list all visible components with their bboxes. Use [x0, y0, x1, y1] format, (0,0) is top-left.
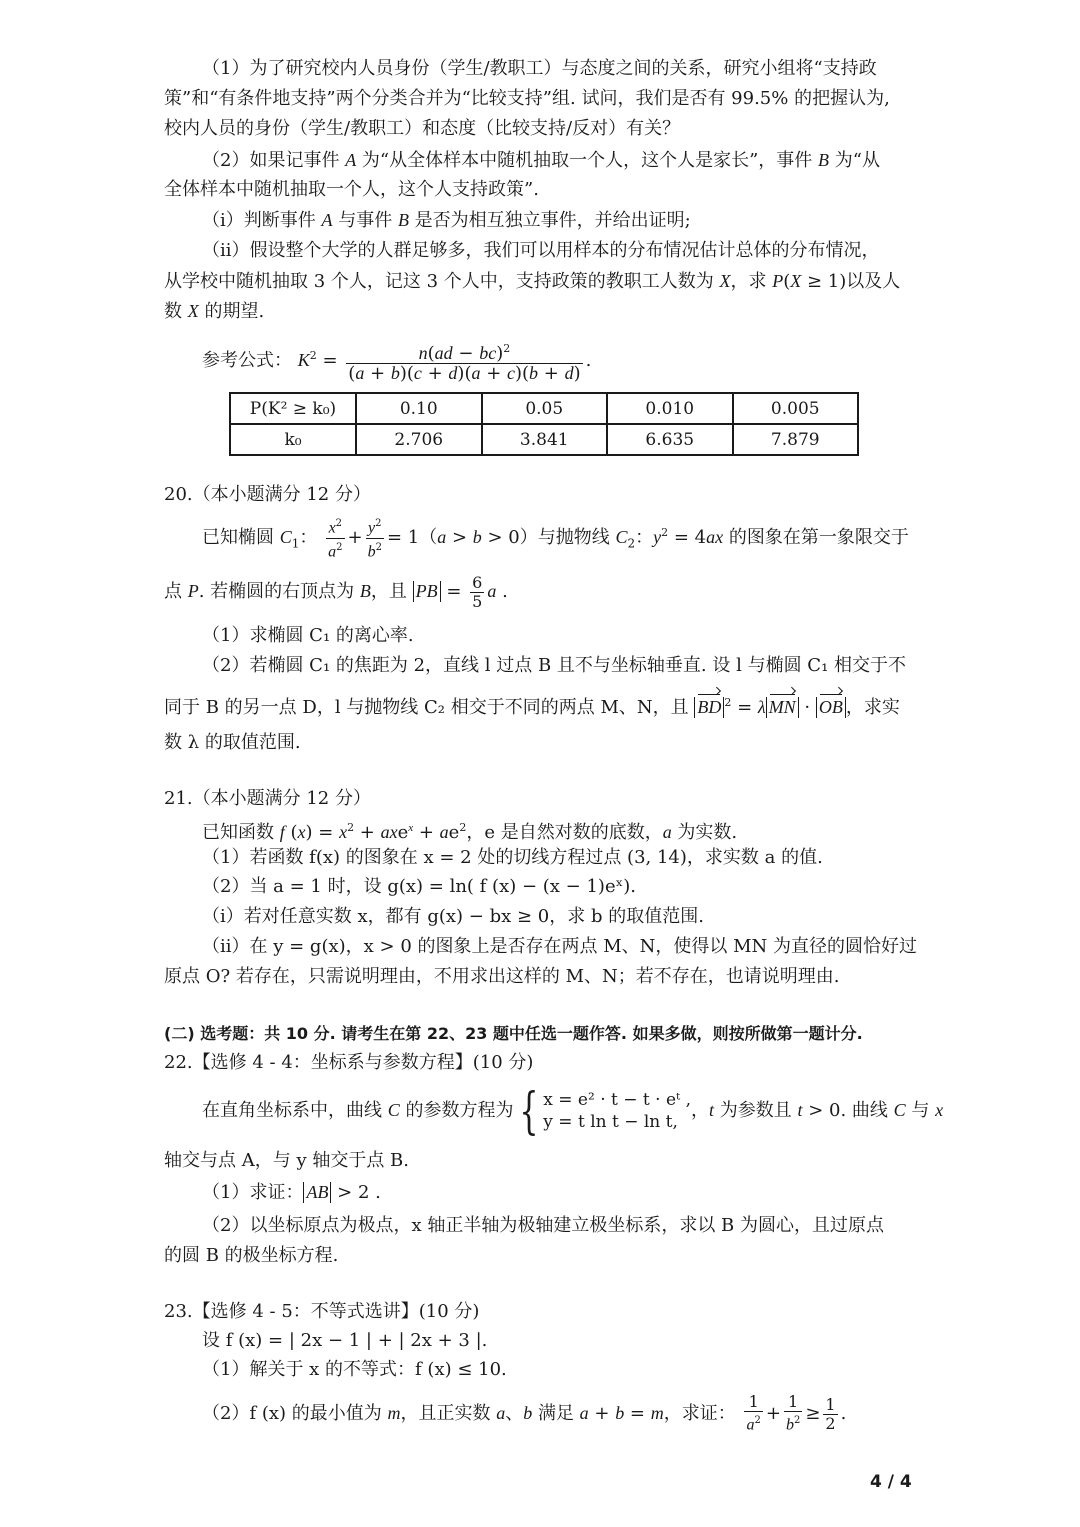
q20-line2: 点 P. 若椭圆的右顶点为 B，且 PB = $\frac{6}{5}$ a .: [164, 572, 508, 611]
reference-formula: 参考公式： $K^2$ = $\frac{n(ad - bc)^2}{(a + b)(c + d)(a + c)(b + d)}$ .: [202, 341, 592, 384]
q23-line1: 设 f (x) = | 2x − 1 | + | 2x + 3 |.: [202, 1330, 488, 1351]
q20-part2-line2: 同于 B 的另一点 D，l 与抛物线 C₂ 相交于不同的两点 M、N，且 BD $^2$ = λ MN · OB ，求实: [164, 690, 900, 721]
q21-part2-i: （i）若对任意实数 x，都有 g(x) − bx ≥ 0，求 b 的取值范围.: [202, 906, 704, 927]
q21-title: 21.（本小题满分 12 分）: [164, 788, 371, 809]
q22-part2-line1: （2）以坐标原点为极点，x 轴正半轴为极轴建立极坐标系，求以 B 为圆心，且过原点: [202, 1215, 884, 1236]
table-cell: 7.879: [733, 424, 859, 455]
table-cell: 0.005: [733, 393, 859, 424]
q19-part2-ii-line3: 数 X 的期望.: [164, 301, 265, 322]
table-cell: 2.706: [356, 424, 482, 455]
table-cell: 0.10: [356, 393, 482, 424]
table-cell: 0.010: [607, 393, 733, 424]
q19-part2-ii-line2: 从学校中随机抽取 3 个人，记这 3 个人中，支持政策的教职工人数为 X，求 P(X ≥ 1)以及人: [164, 271, 901, 292]
q21-part2-ii-line2: 原点 O? 若存在，只需说明理由，不用求出这样的 M、N；若不存在，也请说明理由.: [164, 966, 840, 987]
q22-line1: 在直角坐标系中，曲线 C 的参数方程为 { x = e² · t − t · eᵗ , y = t ln t − ln t,，t 为参数且 t > 0. 曲线 C 与 x: [202, 1082, 944, 1140]
table-row-label: k₀: [230, 424, 356, 455]
page-number: 4 / 4: [870, 1472, 912, 1492]
q23-title: 23.【选修 4 - 5：不等式选讲】(10 分): [164, 1301, 480, 1322]
q23-part2: （2）f (x) 的最小值为 m，且正实数 a、b 满足 a + b = m，求证： $\frac{1}{a^2}$ + $\frac{1}{b^2}$ ≥ $\frac{1}{2}$ .: [202, 1392, 847, 1434]
section-heading: (二) 选考题：共 10 分. 请考生在第 22、23 题中任选一题作答. 如果多做，则按所做第一题计分.: [164, 1024, 863, 1043]
q20-line1: 已知椭圆 $C_1$： $\frac{x^2}{a^2}$ + $\frac{y^2}{b^2}$ = 1（a > b > 0）与抛物线 $C_2$：$y^2 = 4ax$ 的图象在第一象限交于: [202, 510, 909, 567]
q21-part2: （2）当 a = 1 时，设 g(x) = ln( f (x) − (x − 1)eˣ).: [202, 876, 636, 897]
table-row: [230, 424, 858, 455]
table-cell: 3.841: [482, 424, 608, 455]
q23-part1: （1）解关于 x 的不等式：f (x) ≤ 10.: [202, 1359, 507, 1380]
table-header-label: P(K² ≥ k₀): [230, 393, 356, 424]
q22-title: 22.【选修 4 - 4：坐标系与参数方程】(10 分): [164, 1052, 534, 1073]
q21-part2-ii-line1: （ii）在 y = g(x)，x > 0 的图象上是否存在两点 M、N，使得以 MN 为直径的圆恰好过: [202, 936, 918, 957]
table-cell: 0.05: [482, 393, 608, 424]
q19-part2-line1: （2）如果记事件 A 为“从全体样本中随机抽取一个人，这个人是家长”，事件 B 为“从: [202, 150, 880, 171]
q19-part1-line2: 策”和“有条件地支持”两个分类合并为“比较支持”组. 试问，我们是否有 99.5% 的把握认为,: [164, 88, 890, 109]
q20-part2-line1: （2）若椭圆 C₁ 的焦距为 2，直线 l 过点 B 且不与坐标轴垂直. 设 l 与椭圆 C₁ 相交于不: [202, 655, 907, 676]
table-cell: 6.635: [607, 424, 733, 455]
q22-part2-line2: 的圆 B 的极坐标方程.: [164, 1245, 339, 1266]
q20-part2-line3: 数 λ 的取值范围.: [164, 732, 301, 753]
table-row: [230, 393, 858, 424]
q22-part1: （1）求证： AB > 2 .: [202, 1182, 381, 1203]
critical-value-table: [229, 392, 859, 456]
q22-line2: 轴交与点 A，与 y 轴交于点 B.: [164, 1150, 410, 1171]
q19-part2-line2: 全体样本中随机抽取一个人，这个人支持政策”.: [164, 179, 539, 200]
q20-title: 20.（本小题满分 12 分）: [164, 484, 371, 505]
q19-part1-line1: （1）为了研究校内人员身份（学生/教职工）与态度之间的关系，研究小组将“支持政: [202, 58, 877, 79]
q21-part1: （1）若函数 f(x) 的图象在 x = 2 处的切线方程过点 (3, 14)，求实数 a 的值.: [202, 847, 823, 868]
q20-part1: （1）求椭圆 C₁ 的离心率.: [202, 625, 414, 646]
q19-part2-i: （i）判断事件 A 与事件 B 是否为相互独立事件，并给出证明;: [202, 210, 691, 231]
q21-line1: 已知函数 f $(x) = x^2 + axe^x + ae^2$，e 是自然对数的底数，a 为实数.: [202, 821, 738, 843]
q19-part2-ii-line1: （ii）假设整个大学的人群足够多，我们可以用样本的分布情况估计总体的分布情况，: [202, 240, 880, 261]
q19-part1-line3: 校内人员的身份（学生/教职工）和态度（比较支持/反对）有关？: [164, 118, 681, 139]
